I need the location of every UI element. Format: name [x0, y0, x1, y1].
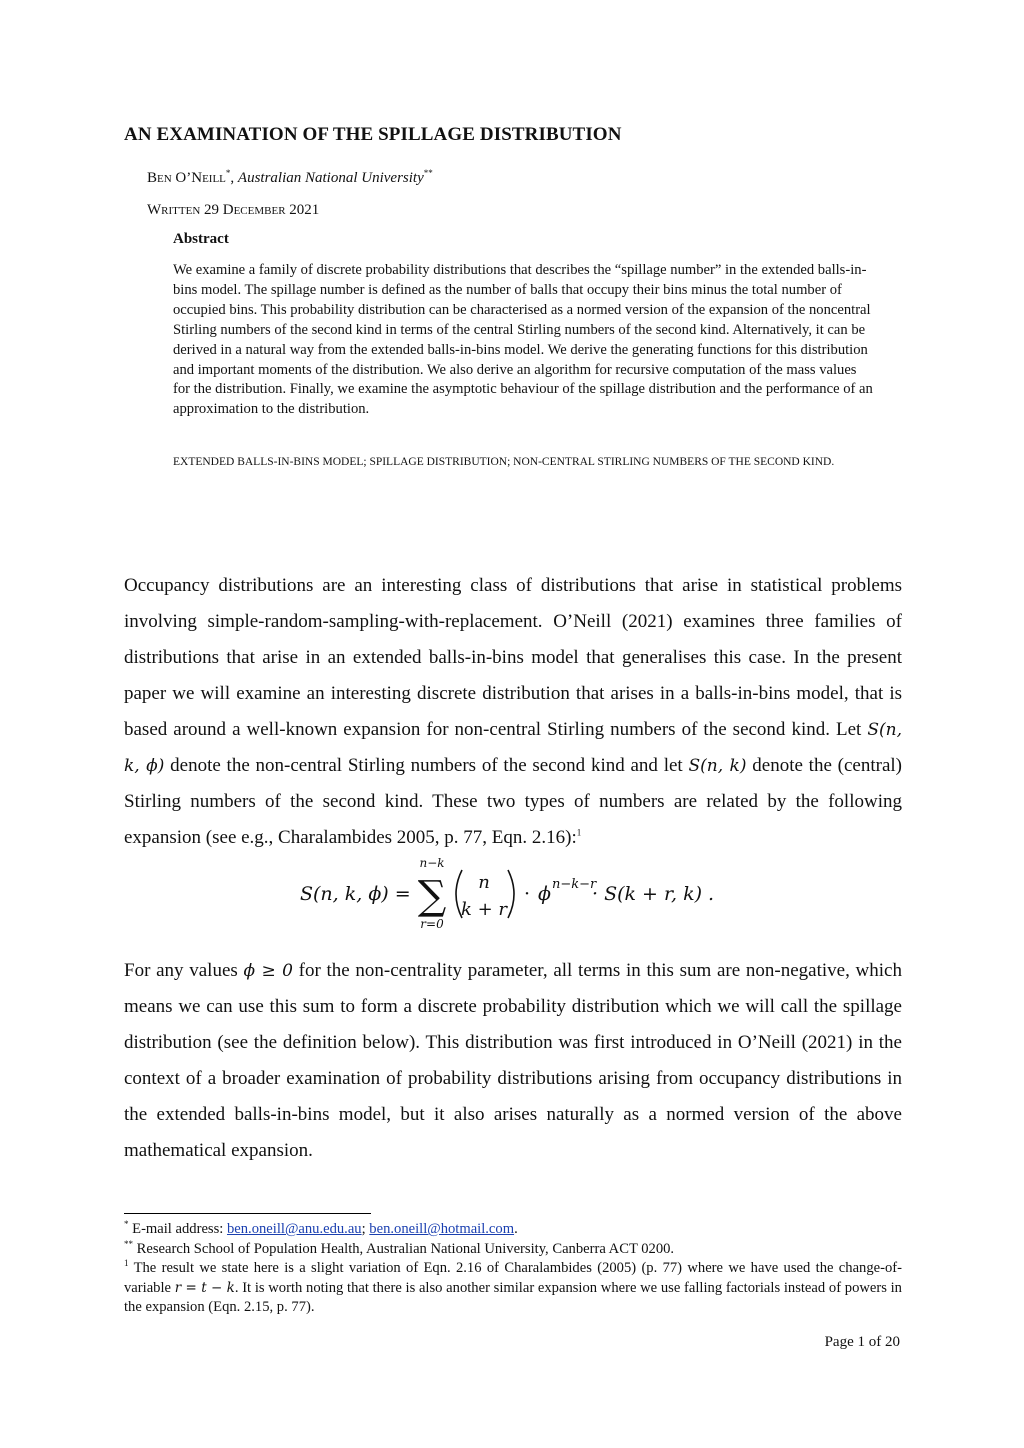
eq-exponent: n−k−r: [552, 877, 597, 892]
stirling-expansion-equation: [0, 848, 1024, 938]
eq-binom-top: n: [478, 872, 490, 893]
intro-text-c: denote the (central) Stirling numbers of the second kind. These two types of numbers are related by the following expansion (see e.g., Charalambides 2005, p. 77, Eqn. 2.16):: [124, 755, 903, 848]
footnote-expansion: [124, 1259, 902, 1318]
abstract-heading: Abstract: [173, 231, 229, 247]
footnote-mark-1: *: [124, 1219, 129, 1230]
footnote-expansion-text-b: . It is worth noting that there is also another similar expansion where we use falling factorials instead of powers in the expansion (Eqn. 2.15, p. 77).: [124, 1279, 902, 1315]
footnote-divider: [124, 1213, 371, 1214]
footnote-affiliation: [124, 1240, 902, 1260]
email-end: .: [514, 1221, 518, 1237]
footnote-expansion-text-a: The result we state here is a slight variation of Eqn. 2.16 of Charalambides (2005) (p. 77) where we have used the change-of-variable: [124, 1260, 902, 1296]
eq-binom-right-paren: [508, 870, 514, 918]
page-number: Page 1 of 20: [824, 1334, 900, 1350]
email-link-anu[interactable]: ben.oneill@anu.edu.au: [226, 1221, 362, 1237]
eq-sum-upper: n−k: [419, 856, 445, 870]
intro-text-a: Occupancy distributions are an interesting class of distributions that arise in statistical problems involving simple-random-sampling-with-replacement. O’Neill (2021) examines three families of distributions that arise in an extended balls-in-bins model that generalises this case. In the present paper we will examine an interesting discrete distribution that arises in a balls-in-bins model, that is based around a well-known expansion for non-central Stirling numbers of the second kind. Let: [124, 575, 902, 740]
footnote-affiliation-text: Research School of Population Health, Australian National University, Canberra ACT 0200.: [133, 1240, 675, 1257]
author-name: Ben O’Neill: [147, 170, 226, 186]
intro-paragraph: [124, 568, 902, 856]
abstract-body: [173, 261, 873, 420]
author-footnote-mark: *: [225, 168, 231, 178]
author-affiliation: Australian National University: [237, 170, 424, 186]
email-link-hotmail[interactable]: ben.oneill@hotmail.com: [369, 1221, 515, 1237]
spillage-paragraph: [124, 934, 902, 1188]
eq-lhs: S(n, k, ϕ) =: [300, 883, 411, 905]
eq-sum-sign: ∑: [417, 873, 447, 919]
eq-binom-bottom: k + r: [460, 899, 508, 920]
eq-phi: ϕ: [538, 883, 551, 905]
footnote-email: [124, 1220, 902, 1240]
abstract-text: We examine a family of discrete probability distributions that describes the “spillage number” in the extended balls-in-bins model. The spillage number is defined as the number of balls that occupy their bins minus the total number of occupied bins. This probability distribution can be characterised as a normed version of the expansion of the noncentral Stirling numbers of the second kind in terms of the central Stirling numbers of the second kind. Alternatively, it can be derived in a natural way from the extended balls-in-bins model. We derive the generating functions for this distribution and important moments of the distribution. We also derive an algorithm for recursive computation of the mass values for the distribution. Finally, we examine the asymptotic behaviour of the spillage distribution and the performance of an approximation to the distribution.: [173, 262, 873, 418]
p2-text-a: For any values: [124, 960, 244, 981]
p2-text-b: for the non-centrality parameter, all terms in this sum are non-negative, which means we can use this sum to form a discrete probability distribution which we will call the spillage distribution (see the definition below). This distribution was first introduced in O’Neill (2021) in the context of a broader examination of probability distributions arising from occupancy distributions in the extended balls-in-bins model, but it also arises naturally as a normed version of the above mathematical expansion.: [124, 960, 902, 1161]
footnote-math: r = t − k: [174, 1279, 235, 1296]
math-inline-noncentral: S(n, k, ϕ): [124, 720, 902, 776]
written-date: Written 29 December 2021: [147, 202, 320, 218]
author-line: Ben O’Neill*, Australian National University**: [147, 168, 433, 186]
paper-title: AN EXAMINATION OF THE SPILLAGE DISTRIBUTION: [124, 124, 622, 145]
eq-dot: ·: [524, 883, 531, 905]
footnotes: [124, 1220, 902, 1318]
intro-text-b: denote the non-central Stirling numbers of the second kind and let: [164, 755, 689, 776]
footnote-email-label: E-mail address:: [128, 1221, 227, 1237]
affiliation-footnote-mark: **: [423, 168, 433, 178]
footnote-mark-2: **: [124, 1238, 133, 1249]
footnote-mark-3: 1: [124, 1258, 129, 1269]
eq-sum-lower: r=0: [420, 917, 444, 931]
eq-rhs: · S(k + r, k) .: [592, 883, 715, 905]
keywords: EXTENDED BALLS-IN-BINS MODEL; SPILLAGE DISTRIBUTION; NON-CENTRAL STIRLING NUMBERS OF THE SECOND KIND.: [173, 456, 835, 468]
email-separator: ;: [361, 1221, 370, 1237]
math-inline-central: S(n, k): [688, 756, 747, 776]
footnote-ref-1: 1: [576, 827, 582, 838]
math-inline-phi: ϕ ≥ 0: [243, 961, 293, 981]
